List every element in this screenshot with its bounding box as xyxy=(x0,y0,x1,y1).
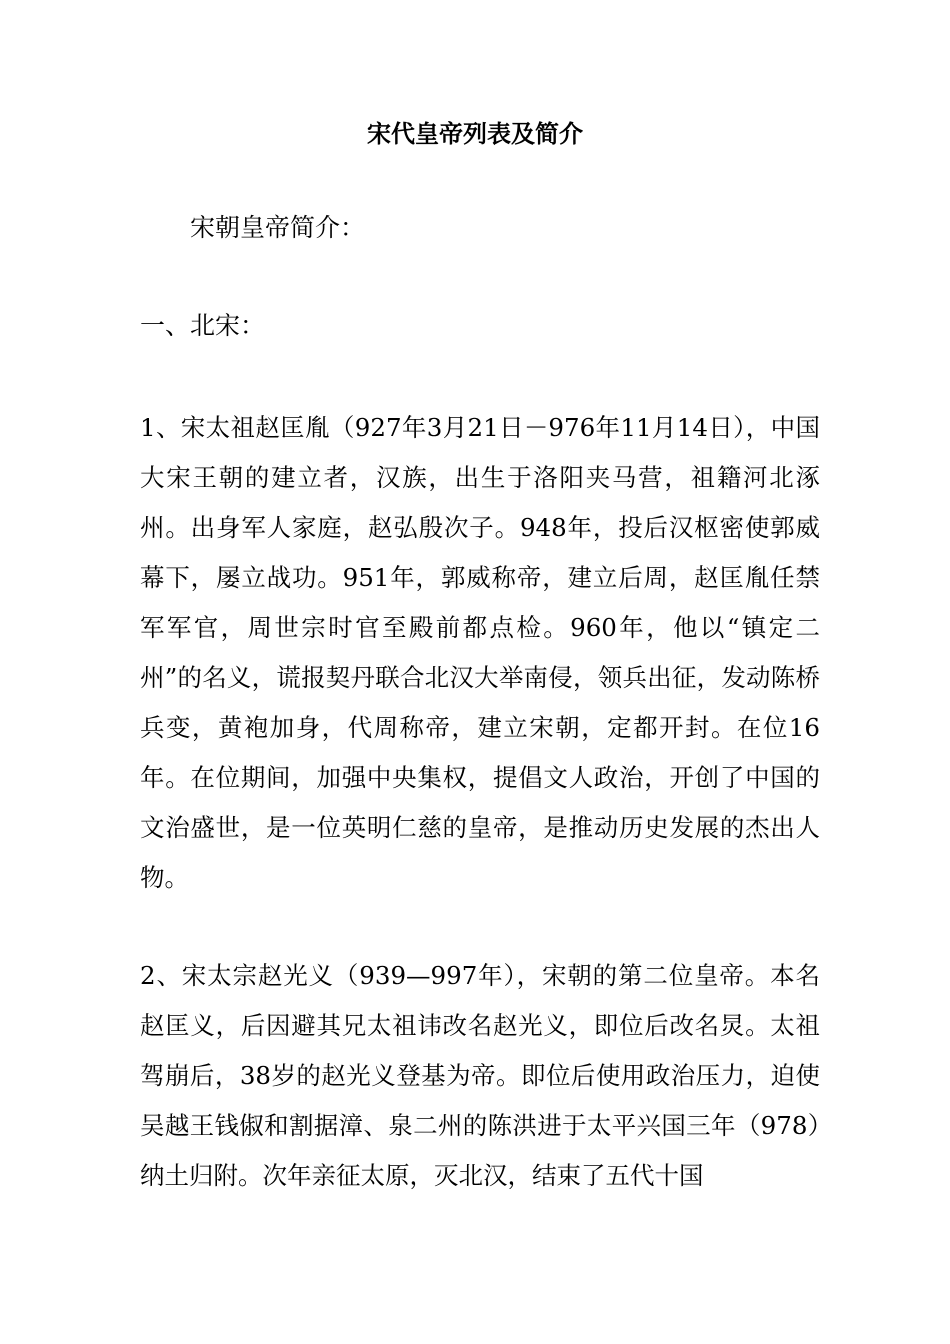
paragraph-emperor-1: 1、宋太祖赵匡胤（927年3月21日－976年11月14日），中国大宋王朝的建立者，汉族，出生于洛阳夹马营，祖籍河北涿州。出身军人家庭，赵弘殷次子。948年，投后汉枢密使郭威幕下，屡立战功。951年，郭威称帝，建立后周，赵匡胤任禁军军官，周世宗时官至殿前都点检。960年，他以“镇定二州”的名义，谎报契丹联合北汉大举南侵，领兵出征，发动陈桥兵变，黄袍加身，代周称帝，建立宋朝，定都开封。在位16年。在位期间，加强中央集权，提倡文人政治，开创了中国的文治盛世，是一位英明仁慈的皇帝，是推动历史发展的杰出人物。 xyxy=(140,413,820,892)
section-heading: 一、北宋： xyxy=(140,311,266,340)
intro-heading: 宋朝皇帝简介： xyxy=(190,213,366,242)
document-title: 宋代皇帝列表及简介 xyxy=(367,119,583,148)
paragraph-emperor-2: 2、宋太宗赵光义（939—997年），宋朝的第二位皇帝。本名赵匡义，后因避其兄太祖讳改名赵光义，即位后改名炅。太祖驾崩后，38岁的赵光义登基为帝。即位后使用政治压力，迫使吴越王钱俶和割据漳、泉二州的陈洪进于太平兴国三年（978）纳土归附。次年亲征太原，灭北汉，结束了五代十国 xyxy=(140,961,820,1190)
